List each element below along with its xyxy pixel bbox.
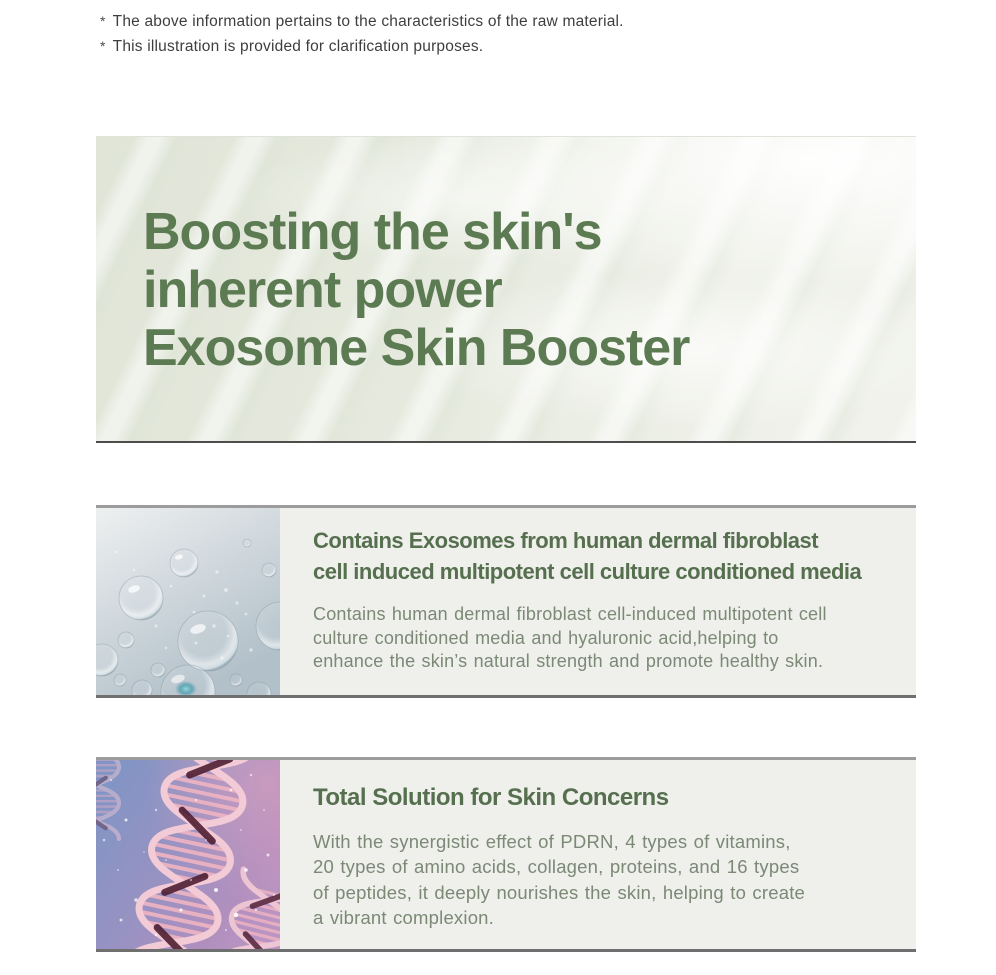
card-body	[313, 603, 861, 674]
card-body-line: With the synergistic effect of PDRN, 4 types of vitamins,	[313, 831, 791, 852]
card-body-line: culture conditioned media and hyaluronic acid,helping to	[313, 627, 779, 648]
card-title-line: Contains Exosomes from human dermal fibroblast	[313, 528, 819, 553]
disclaimer-line	[100, 34, 624, 59]
hero-banner	[96, 136, 916, 443]
card-title-line: Total Solution for Skin Concerns	[313, 784, 669, 811]
dna-helix-photo	[96, 760, 280, 949]
card-body-line: Contains human dermal fibroblast cell-induced multipotent cell	[313, 604, 827, 624]
disclaimer-text: This illustration is provided for clarification purposes.	[112, 38, 484, 55]
card-title-line: cell induced multipotent cell culture conditioned media	[313, 559, 862, 584]
disclaimer-line	[100, 9, 624, 34]
asterisk-marker: *	[100, 13, 106, 29]
hero-title-line: inherent power	[143, 261, 502, 319]
hero-title-line: Boosting the skin's	[143, 203, 602, 261]
card-body-line: enhance the skin’s natural strength and promote healthy skin.	[313, 651, 824, 671]
feature-card-exosome	[96, 505, 916, 698]
hero-title	[143, 203, 689, 377]
card-body-line: a vibrant complexion.	[313, 907, 495, 929]
card-text-block	[280, 508, 881, 695]
card-title	[313, 525, 861, 587]
disclaimer-notes	[100, 9, 624, 59]
micro-bubbles-photo	[96, 508, 280, 695]
card-body-line: of peptides, it deeply nourishes the skin, helping to create	[313, 881, 806, 903]
card-body	[313, 829, 805, 931]
disclaimer-text: The above information pertains to the characteristics of the raw material.	[112, 13, 624, 30]
card-title	[313, 781, 805, 814]
card-text-block	[280, 760, 825, 949]
asterisk-marker: *	[100, 38, 106, 54]
hero-title-line: Exosome Skin Booster	[143, 319, 690, 377]
card-body-line: 20 types of amino acids, collagen, proteins, and 16 types	[313, 856, 800, 878]
feature-card-total-solution	[96, 757, 916, 952]
